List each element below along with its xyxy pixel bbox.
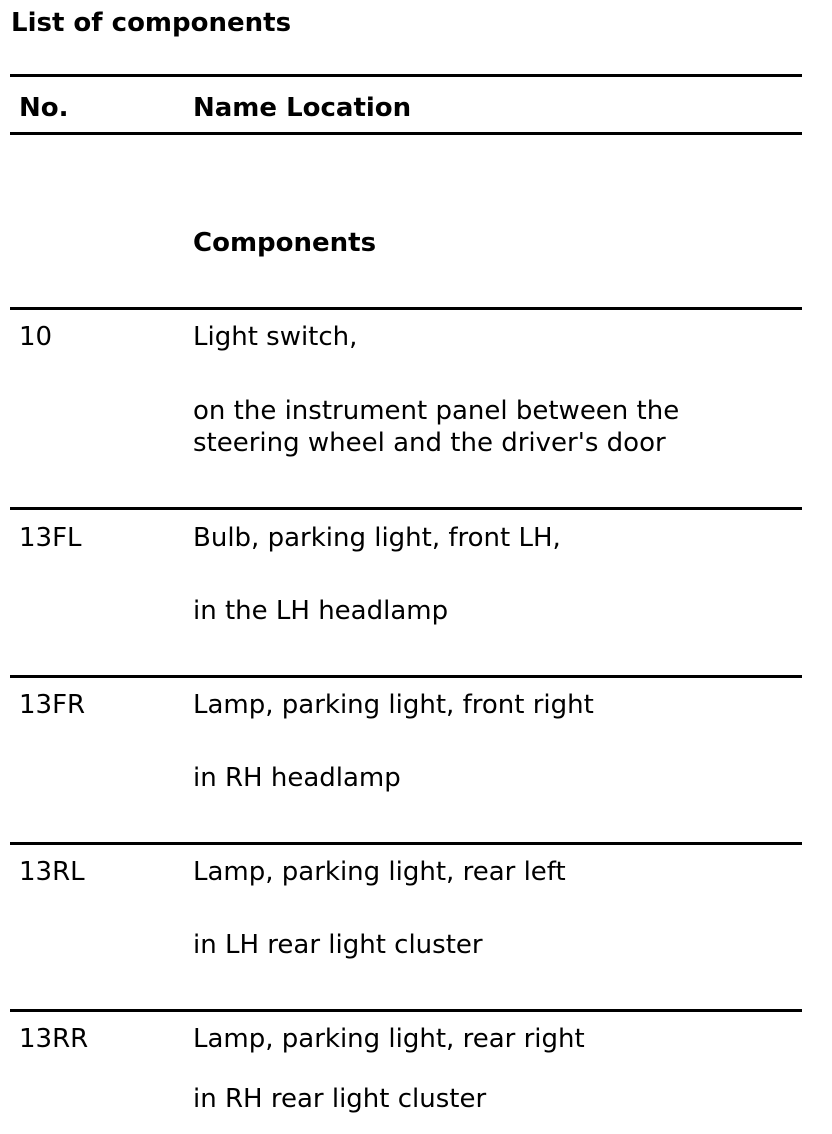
row-divider [10,1009,802,1012]
column-header-name-location: Name Location [193,93,412,123]
column-header-no: No. [19,93,69,123]
row-number: 13FR [19,690,86,720]
header-bottom-rule [10,132,802,135]
component-location-line: in RH rear light cluster [193,1084,487,1114]
row-divider [10,842,802,845]
component-location-line: in the LH headlamp [193,596,449,626]
row-divider [10,675,802,678]
component-name: Light switch, [193,322,358,352]
component-location-line: in LH rear light cluster [193,930,483,960]
row-number: 13RL [19,857,85,887]
table-top-rule [10,74,802,77]
component-name: Lamp, parking light, front right [193,690,594,720]
component-name: Bulb, parking light, front LH, [193,523,561,553]
row-divider [10,307,802,310]
section-label: Components [193,228,377,258]
component-name: Lamp, parking light, rear left [193,857,566,887]
row-divider [10,507,802,510]
row-number: 10 [19,322,53,352]
row-number: 13FL [19,523,82,553]
component-location-line: in RH headlamp [193,763,401,793]
component-location-line: steering wheel and the driver's door [193,428,666,458]
page-title: List of components [11,8,292,38]
component-location-line: on the instrument panel between the [193,396,680,426]
component-name: Lamp, parking light, rear right [193,1024,585,1054]
row-number: 13RR [19,1024,89,1054]
